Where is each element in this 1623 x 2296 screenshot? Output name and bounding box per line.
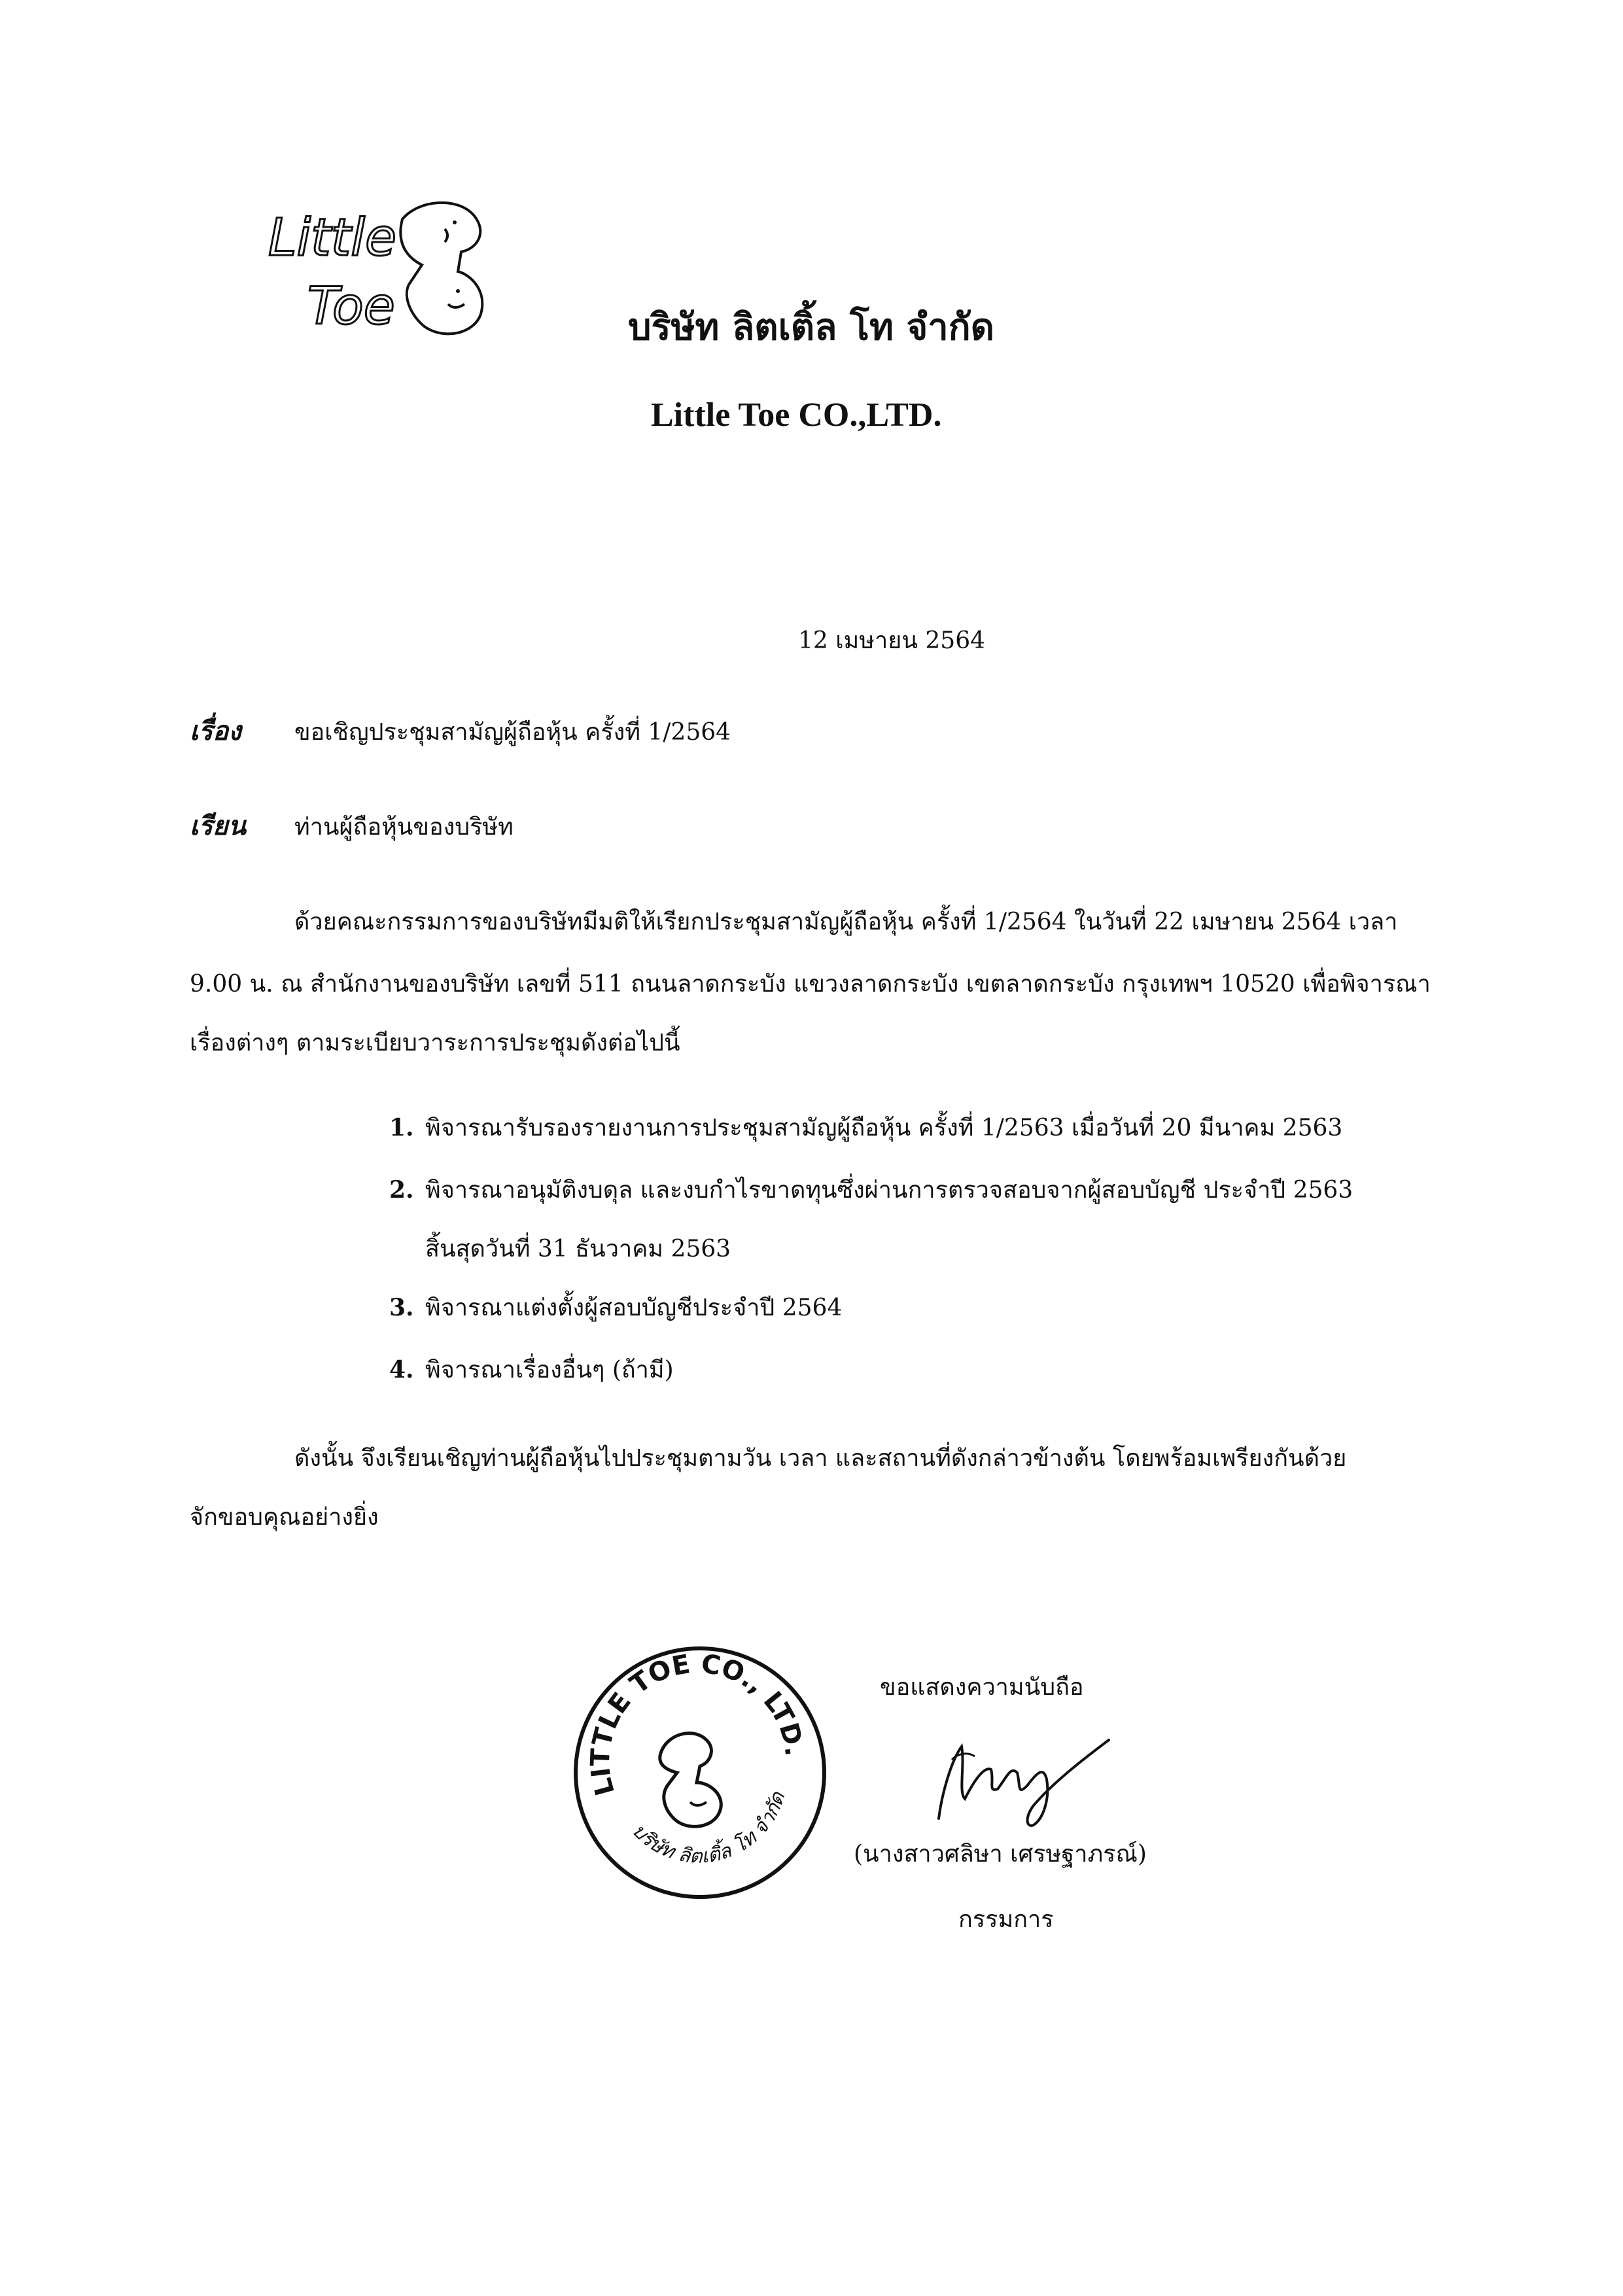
signature-graphic (913, 1720, 1122, 1832)
seal-graphic (569, 1642, 831, 1904)
seal-inner-text: บริษัท ลิตเติ้ล โท จำกัด (627, 1789, 790, 1868)
agenda-text: พิจารณารับรองรายงานการประชุมสามัญผู้ถือหุ้น ครั้งที่ 1/2563 เมื่อวันที่ 20 มีนาคม 2563 (425, 1115, 1343, 1141)
signer-name: (นางสาวศลิษา เศรษฐาภรณ์) (854, 1841, 1147, 1868)
logo-text-line1: Little (268, 209, 396, 268)
recipient-text: ท่านผู้ถือหุ้นของบริษัท (294, 814, 514, 841)
agenda-text: พิจารณาแต่งตั้งผู้สอบบัญชีประจำปี 2564 (425, 1295, 843, 1321)
agenda-item-3 (389, 1289, 842, 1326)
company-name-en: Little Toe CO.,LTD. (651, 396, 942, 434)
logo-toe-outline (400, 203, 482, 334)
seal-outer-text: LITTLE TOE CO., LTD. (585, 1648, 810, 1799)
letter-date: 12 เมษายน 2564 (798, 627, 985, 654)
logo-graphic (262, 193, 497, 357)
company-logo (262, 193, 497, 357)
company-seal (569, 1642, 831, 1904)
body-line-2: 9.00 น. ณ สำนักงานของบริษัท เลขที่ 511 ถนนลาดกระบัง แขวงลาดกระบัง เขตลาดกระบัง กรุงเทพฯ 10520 เพื่อพิจารณา (190, 971, 1431, 998)
subject-text: ขอเชิญประชุมสามัญผู้ถือหุ้น ครั้งที่ 1/2564 (294, 719, 731, 746)
agenda-number: 4. (389, 1356, 414, 1383)
agenda-text: พิจารณาอนุมัติงบดุล และงบกำไรขาดทุนซึ่งผ่านการตรวจสอบจากผู้สอบบัญชี ประจำปี 2563 (425, 1177, 1353, 1204)
agenda-item-2 (389, 1171, 1353, 1208)
svg-text:บริษัท ลิตเติ้ล โท จำกัด (627, 1788, 790, 1868)
signer-position: กรรมการ (958, 1906, 1054, 1933)
subject-label: เรื่อง (190, 716, 241, 746)
agenda-number: 3. (389, 1294, 414, 1321)
company-name-th: บริษัท ลิตเติ้ล โท จำกัด (628, 305, 994, 349)
recipient-label: เรียน (190, 810, 246, 841)
closing-line-1: ดังนั้น จึงเรียนเชิญท่านผู้ถือหุ้นไปประชุมตามวัน เวลา และสถานที่ดังกล่าวข้างต้น โดยพร้อมเพรียงกันด้วย (294, 1445, 1347, 1472)
agenda-item-1 (389, 1109, 1342, 1146)
seal-toe-icon (660, 1733, 722, 1827)
agenda-item-4 (389, 1351, 674, 1388)
agenda-number: 1. (389, 1114, 414, 1141)
agenda-number: 2. (389, 1176, 414, 1204)
signature (913, 1720, 1122, 1832)
body-line-3: เรื่องต่างๆ ตามระเบียบวาระการประชุมดังต่อไปนี้ (190, 1030, 680, 1056)
signoff-closing: ขอแสดงความนับถือ (880, 1674, 1084, 1701)
closing-line-2: จักขอบคุณอย่างยิ่ง (190, 1504, 379, 1531)
logo-text-line2: Toe (307, 277, 395, 336)
agenda-item-2-continuation: สิ้นสุดวันที่ 31 ธันวาคม 2563 (425, 1236, 731, 1262)
agenda-text: พิจารณาเรื่องอื่นๆ (ถ้ามี) (425, 1357, 674, 1383)
body-line-1: ด้วยคณะกรรมการของบริษัทมีมติให้เรียกประชุมสามัญผู้ถือหุ้น ครั้งที่ 1/2564 ในวันที่ 22 เมษายน 2564 เวลา (294, 909, 1398, 935)
